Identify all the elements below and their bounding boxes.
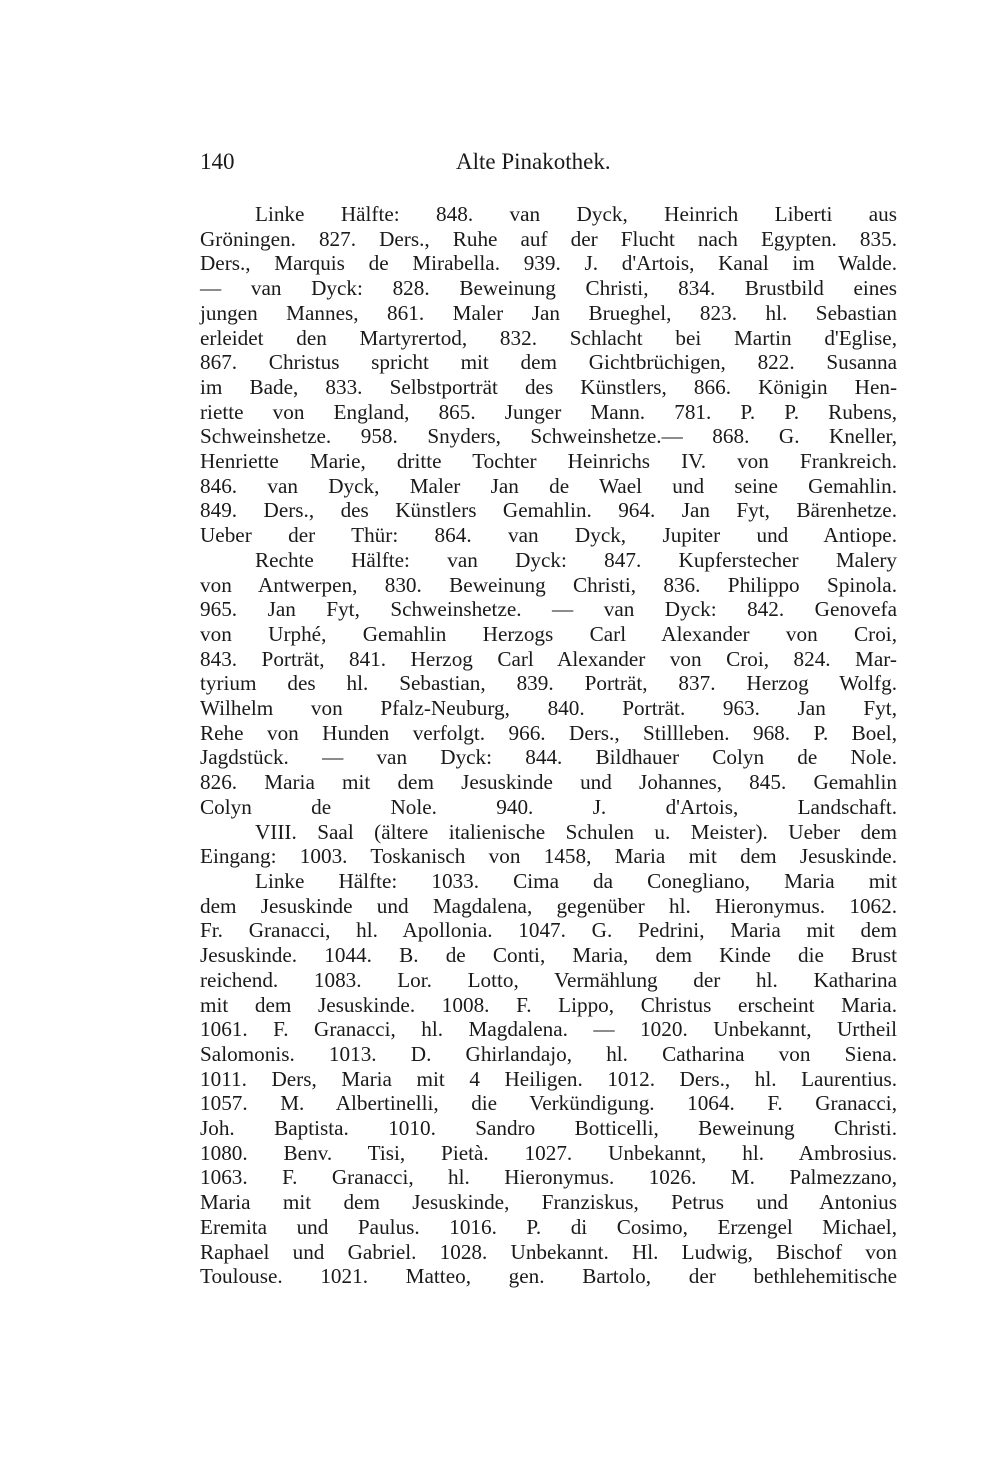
text-line: 1011. Ders, Maria mit 4 Heiligen. 1012. Ders., hl. Laurentius. [200, 1066, 897, 1091]
text-line: Salomonis. 1013. D. Ghirlandajo, hl. Catharina von Siena. [200, 1041, 897, 1066]
text-line: 965. Jan Fyt, Schweinshetze. — van Dyck: 842. Genovefa [200, 597, 897, 622]
page-body [200, 202, 897, 1289]
text-line: im Bade, 833. Selbstporträt des Künstlers, 866. Königin Hen- [200, 374, 897, 399]
text-line: Henriette Marie, dritte Tochter Heinrichs IV. von Frankreich. [200, 449, 897, 474]
text-line: reichend. 1083. Lor. Lotto, Vermählung der hl. Katharina [200, 967, 897, 992]
text-line: 867. Christus spricht mit dem Gichtbrüchigen, 822. Susanna [200, 350, 897, 375]
text-line: — van Dyck: 828. Beweinung Christi, 834. Brustbild eines [200, 276, 897, 301]
text-line: Schweinshetze. 958. Snyders, Schweinshetze.— 868. G. Kneller, [200, 424, 897, 449]
text-line: tyrium des hl. Sebastian, 839. Porträt, 837. Herzog Wolfg. [200, 671, 897, 696]
paragraph-linke-haelfte [200, 202, 897, 548]
text-line: 849. Ders., des Künstlers Gemahlin. 964. Jan Fyt, Bärenhetze. [200, 498, 897, 523]
text-line: 1063. F. Granacci, hl. Hieronymus. 1026. M. Palmezzano, [200, 1165, 897, 1190]
text-line: von Antwerpen, 830. Beweinung Christi, 836. Philippo Spinola. [200, 572, 897, 597]
running-title: Alte Pinakothek. [456, 149, 611, 174]
text-line: jungen Mannes, 861. Maler Jan Brueghel, 823. hl. Sebastian [200, 300, 897, 325]
text-line: Jagdstück. — van Dyck: 844. Bildhauer Colyn de Nole. [200, 745, 897, 770]
text-line: Rechte Hälfte: van Dyck: 847. Kupferstecher Malery [255, 547, 897, 572]
text-line: 826. Maria mit dem Jesuskinde und Johannes, 845. Gemahlin [200, 770, 897, 795]
text-line: 1057. M. Albertinelli, die Verkündigung. 1064. F. Granacci, [200, 1091, 897, 1116]
text-line: Maria mit dem Jesuskinde, Franziskus, Petrus und Antonius [200, 1190, 897, 1215]
text-line: 843. Porträt, 841. Herzog Carl Alexander von Croi, 824. Mar- [200, 646, 897, 671]
text-line: VIII. Saal (ältere italienische Schulen u. Meister). Ueber dem [255, 819, 897, 844]
paragraph-saal-viii [200, 820, 897, 869]
text-line: Eingang: 1003. Toskanisch von 1458, Maria mit dem Jesuskinde. [200, 844, 897, 869]
page-header [200, 146, 900, 178]
text-line: erleidet den Martyrertod, 832. Schlacht bei Martin d'Eglise, [200, 325, 897, 350]
text-line: dem Jesuskinde und Magdalena, gegenüber hl. Hieronymus. 1062. [200, 893, 897, 918]
text-line: Ders., Marquis de Mirabella. 939. J. d'Artois, Kanal im Walde. [200, 251, 897, 276]
text-line: Linke Hälfte: 848. van Dyck, Heinrich Liberti aus [255, 202, 897, 226]
text-line: Eremita und Paulus. 1016. P. di Cosimo, Erzengel Michael, [200, 1214, 897, 1239]
page-number: 140 [200, 149, 235, 174]
text-line: 1061. F. Granacci, hl. Magdalena. — 1020. Unbekannt, Urtheil [200, 1017, 897, 1042]
text-line: Linke Hälfte: 1033. Cima da Conegliano, Maria mit [255, 868, 897, 893]
text-line: 1080. Benv. Tisi, Pietà. 1027. Unbekannt, hl. Ambrosius. [200, 1140, 897, 1165]
text-line: mit dem Jesuskinde. 1008. F. Lippo, Christus erscheint Maria. [200, 992, 897, 1017]
text-line: Toulouse. 1021. Matteo, gen. Bartolo, der bethlehemitische [200, 1264, 897, 1289]
text-line: Fr. Granacci, hl. Apollonia. 1047. G. Pedrini, Maria mit dem [200, 918, 897, 943]
text-line: Ueber der Thür: 864. van Dyck, Jupiter und Antiope. [200, 523, 897, 548]
text-line: von Urphé, Gemahlin Herzogs Carl Alexander von Croi, [200, 621, 897, 646]
text-line: Joh. Baptista. 1010. Sandro Botticelli, Beweinung Christi. [200, 1116, 897, 1141]
text-line: Raphael und Gabriel. 1028. Unbekannt. Hl. Ludwig, Bischof von [200, 1239, 897, 1264]
text-line: riette von England, 865. Junger Mann. 781. P. P. Rubens, [200, 399, 897, 424]
text-line: 846. van Dyck, Maler Jan de Wael und seine Gemahlin. [200, 473, 897, 498]
text-line: Gröningen. 827. Ders., Ruhe auf der Flucht nach Egypten. 835. [200, 226, 897, 251]
paragraph-linke-haelfte-saal-viii [200, 869, 897, 1289]
text-line: Rehe von Hunden verfolgt. 966. Ders., Stillleben. 968. P. Boel, [200, 720, 897, 745]
paragraph-rechte-haelfte [200, 548, 897, 820]
text-line: Colyn de Nole. 940. J. d'Artois, Landschaft. [200, 794, 897, 819]
text-line: Wilhelm von Pfalz-Neuburg, 840. Porträt. 963. Jan Fyt, [200, 696, 897, 721]
text-line: Jesuskinde. 1044. B. de Conti, Maria, dem Kinde die Brust [200, 943, 897, 968]
